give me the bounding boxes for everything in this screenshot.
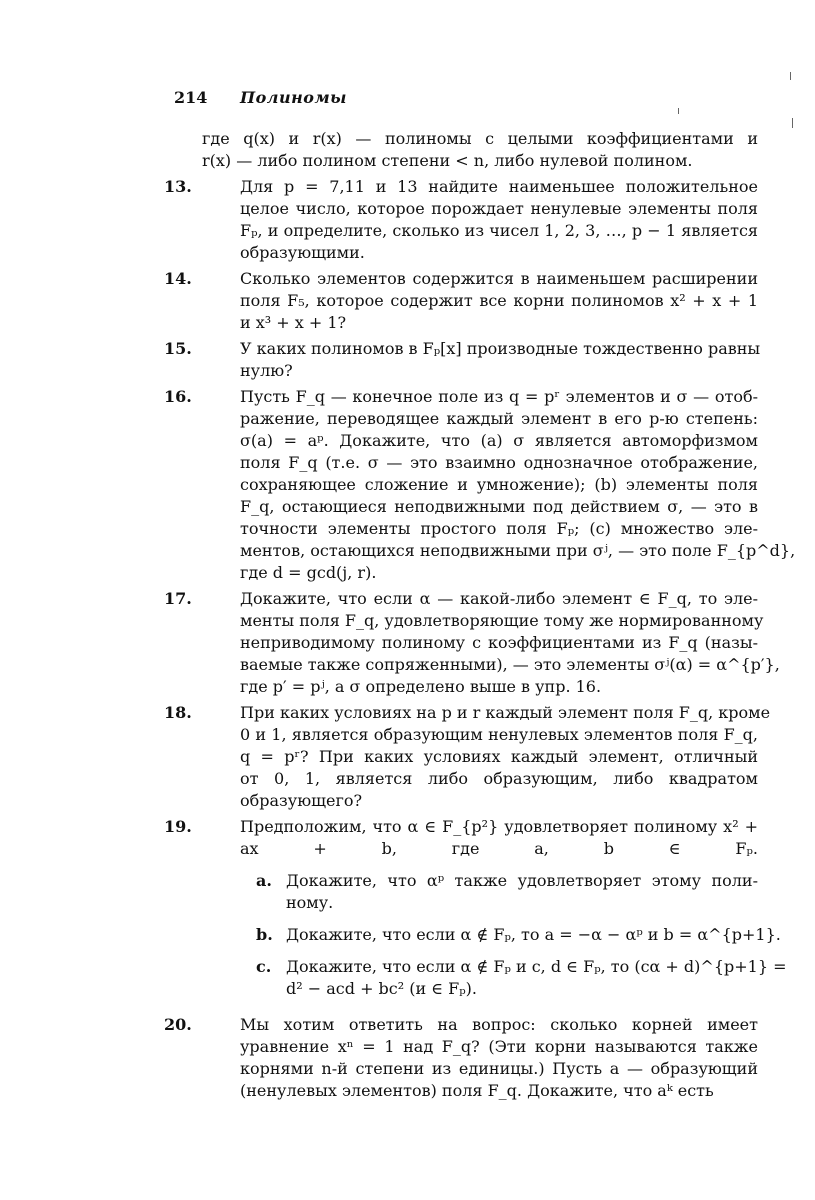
text-line: точности элементы простого поля Fₚ; (c) множество эле- bbox=[240, 519, 758, 538]
problem-number: 13. bbox=[164, 177, 192, 196]
subitem-b: Докажите, что если α ∉ Fₚ, то a = −α − αᵖ и b = α^{p+1}. bbox=[286, 925, 781, 944]
text-line: и x³ + x + 1? bbox=[240, 313, 347, 332]
text-line: 0 и 1, является образующим ненулевых элементов поля F_q, bbox=[240, 725, 758, 744]
text-line: поля F_q (т.е. σ — это взаимно однозначное отображение, bbox=[240, 453, 758, 472]
text-line: корнями n-й степени из единицы.) Пусть a — образующий bbox=[240, 1059, 758, 1078]
text-line: ax + b, где a, b ∈ Fₚ. bbox=[240, 839, 758, 858]
text-line: поля F₅, которое содержит все корни полиномов x² + x + 1 bbox=[240, 291, 758, 310]
text-line: менты поля F_q, удовлетворяющие тому же нормированному bbox=[240, 611, 764, 630]
text-line: (ненулевых элементов) поля F_q. Докажите, что aᵏ есть bbox=[240, 1081, 714, 1100]
problem-13: Для p = 7,11 и 13 найдите наименьшее положительное bbox=[240, 177, 758, 196]
text-line: целое число, которое порождает ненулевые элементы поля bbox=[240, 199, 758, 218]
subitem-letter: a. bbox=[256, 871, 272, 890]
problem-number: 16. bbox=[164, 387, 192, 406]
text-line: образующими. bbox=[240, 243, 365, 262]
problem-18: При каких условиях на p и r каждый элемент поля F_q, кроме bbox=[240, 703, 771, 722]
exercise-list bbox=[164, 128, 796, 1102]
problem-number: 15. bbox=[164, 339, 192, 358]
problem-17: Докажите, что если α — какой-либо элемент ∈ F_q, то эле- bbox=[240, 589, 758, 608]
problem-16: Пусть F_q — конечное поле из q = pʳ элементов и σ — отоб- bbox=[240, 387, 758, 406]
text-line: σ(a) = aᵖ. Докажите, что (a) σ является автоморфизмом bbox=[240, 431, 758, 450]
text-line: образующего? bbox=[240, 791, 363, 810]
scan-speck bbox=[678, 108, 679, 114]
problem-number: 18. bbox=[164, 703, 192, 722]
text-line: ражение, переводящее каждый элемент в его p-ю степень: bbox=[240, 409, 758, 428]
chapter-title: Полиномы bbox=[240, 88, 347, 107]
problem-number: 17. bbox=[164, 589, 192, 608]
subitem-letter: b. bbox=[256, 925, 273, 944]
text-line: d² − acd + bc² (и ∈ Fₚ). bbox=[286, 979, 478, 998]
text-line: сохраняющее сложение и умножение); (b) элементы поля bbox=[240, 475, 758, 494]
text-line: где q(x) и r(x) — полиномы с целыми коэффициентами и bbox=[202, 129, 758, 148]
text-line: ментов, остающихся неподвижными при σʲ, — это поле F_{p^d}, bbox=[240, 541, 796, 560]
text-line: F_q, остающиеся неподвижными под действием σ, — это в bbox=[240, 497, 758, 516]
scan-speck bbox=[790, 72, 791, 80]
subitem-letter: c. bbox=[256, 957, 272, 976]
problem-20: Мы хотим ответить на вопрос: сколько корней имеет bbox=[240, 1015, 758, 1034]
problem-14: Сколько элементов содержится в наименьшем расширении bbox=[240, 269, 758, 288]
text-line: ному. bbox=[286, 893, 334, 912]
running-header bbox=[174, 88, 347, 107]
problem-number: 19. bbox=[164, 817, 192, 836]
text-line: неприводимому полиному с коэффициентами из F_q (назы- bbox=[240, 633, 758, 652]
text-line: r(x) — либо полином степени < n, либо нулевой полином. bbox=[202, 151, 693, 170]
text-line: q = pʳ? При каких условиях каждый элемент, отличный bbox=[240, 747, 758, 766]
text-line: ваемые также сопряженными), — это элементы σʲ(α) = α^{p′}, bbox=[240, 655, 780, 674]
problem-19: Предположим, что α ∈ F_{p²} удовлетворяет полиному x² + bbox=[240, 817, 758, 836]
problem-number: 20. bbox=[164, 1015, 192, 1034]
scan-speck bbox=[792, 118, 793, 128]
text-line: где d = gcd(j, r). bbox=[240, 563, 377, 582]
text-line: уравнение xⁿ = 1 над F_q? (Эти корни называются также bbox=[240, 1037, 758, 1056]
subitem-c: Докажите, что если α ∉ Fₚ и c, d ∈ Fₚ, то (cα + d)^{p+1} = bbox=[286, 957, 787, 976]
problem-number: 14. bbox=[164, 269, 192, 288]
subitem-a: Докажите, что αᵖ также удовлетворяет этому поли- bbox=[286, 871, 758, 890]
text-line: от 0, 1, является либо образующим, либо квадратом bbox=[240, 769, 758, 788]
page-number: 214 bbox=[174, 88, 208, 107]
text-line: где p′ = pʲ, а σ определено выше в упр. 16. bbox=[240, 677, 602, 696]
text-line: нулю? bbox=[240, 361, 293, 380]
problem-15: У каких полиномов в Fₚ[x] производные тождественно равны bbox=[240, 339, 761, 358]
text-line: Fₚ, и определите, сколько из чисел 1, 2, 3, …, p − 1 является bbox=[240, 221, 758, 240]
